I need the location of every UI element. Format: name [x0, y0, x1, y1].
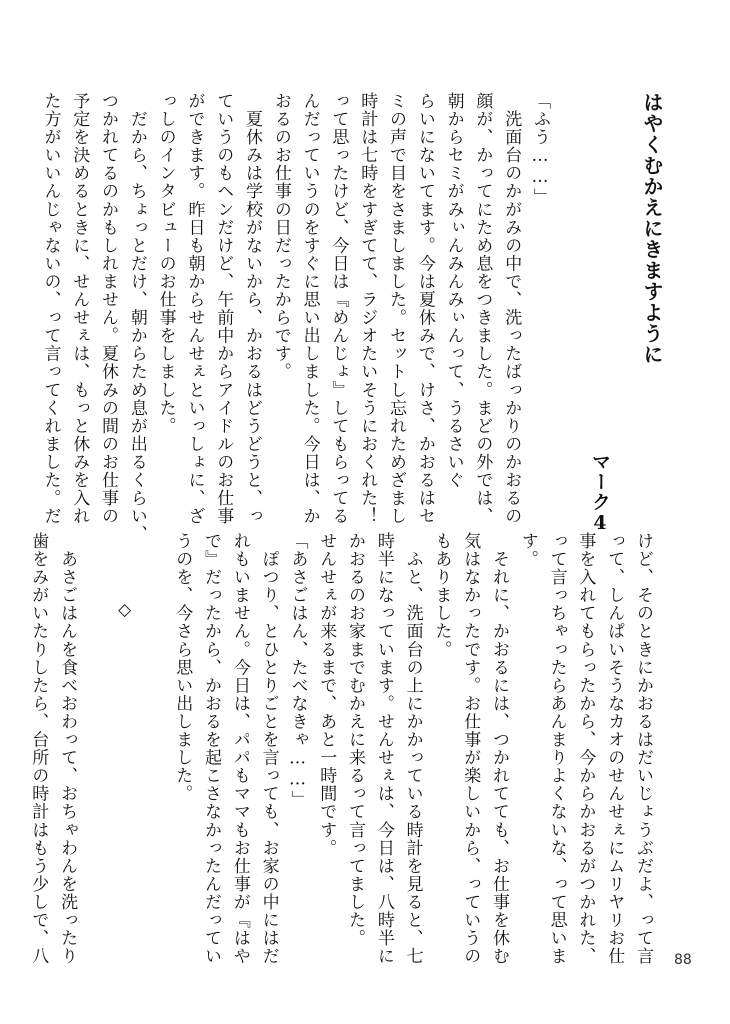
text-line: って言っちゃったらあんまりよくないな、って思いま: [546, 532, 567, 966]
text-line: で』だったから、かおるを起こさなかったんだってい: [201, 532, 222, 966]
text-line: うのを、今さら思い出しました。: [172, 532, 193, 803]
text-line: 「あさごはん、たべなきゃ……」: [287, 532, 308, 809]
text-line: ていうのもヘンだけど、午前中からアイドルのお仕事: [213, 92, 234, 526]
text-line: あさごはんを食べおわって、おちゃわんを洗ったり: [57, 532, 78, 966]
text-line: けど、そのときにかおるはだいじょうぶだよ、って言: [633, 532, 653, 966]
lower-text-block: [28, 532, 657, 966]
text-line: ミの声で目をさましました。セットし忘れためざまし: [386, 92, 407, 526]
upper-text-block: [40, 92, 554, 544]
text-line: た方がいいんじゃないの、って言ってくれました。だ: [40, 92, 61, 526]
text-line: って、しんぱいそうなカオのせんせぇにムリヤリお仕: [604, 532, 625, 966]
text-line: 「ふう……」: [530, 92, 550, 207]
text-line: ぽつり、とひとりごとを言っても、お家の中にはだ: [258, 532, 279, 966]
text-line: らいにないてます。今は夏休みで、けさ、かおるはセ: [414, 92, 435, 526]
text-line: 予定を決めるときに、せんせぇは、もっと休みを入れ: [69, 92, 90, 526]
text-line: 時半になっています。せんせぇは、今日は、八時半に: [373, 532, 394, 966]
scene-break-diamond: ◇: [114, 600, 135, 622]
text-line: ができます。昨日も朝からせんせぇといっしょに、ざ: [184, 92, 205, 526]
chapter-title: はやくむかえにきますように: [640, 92, 664, 365]
blank-line: [139, 532, 168, 952]
text-line: 顔が、かってにため息をつきました。まどの外では、: [472, 92, 493, 526]
text-line: つかれてるのかもしれません。夏休みの間のお仕事の: [98, 92, 119, 526]
text-line: す。: [517, 532, 538, 569]
text-line: っしのインタビューのお仕事をしました。: [155, 92, 176, 435]
page-number: 88: [674, 952, 692, 968]
text-line: だから、ちょっとだけ、朝からため息が出るくらい、: [126, 92, 147, 544]
text-line: 事を入れてもらったから、今からかおるがつかれた、: [575, 532, 596, 966]
text-line: 朝からセミがみぃんみんみぃんって、うるさいぐ: [443, 92, 464, 490]
text-line: かおるのお家までむかえに来るって言ってました。: [345, 532, 366, 948]
text-line: せんせぇが来るまで、あと一時間です。: [316, 532, 337, 857]
text-line: 時計は七時をすぎてて、ラジオたいそうにおくれた！: [357, 92, 378, 526]
text-line: って思ったけど、今日は『めんじょ』してもらってる: [328, 92, 349, 526]
chapter-subtitle: マーク4: [589, 452, 611, 535]
text-line: れもいません。今日は、パパもママもお仕事が『はや: [229, 532, 250, 966]
text-line: ふと、洗面台の上にかかっている時計を見ると、七: [402, 532, 423, 966]
text-line: 歯をみがいたりしたら、台所の時計はもう少しで、八: [28, 532, 49, 966]
text-line: んだっていうのをすぐに思い出しました。今日は、か: [299, 92, 320, 526]
text-line: もありました。: [431, 532, 452, 659]
text-line: 夏休みは学校がないから、かおるはどうどうと、っ: [242, 92, 263, 526]
blank-line: [81, 532, 110, 952]
text-line: おるのお仕事の日だったからです。: [270, 92, 291, 381]
text-line: それに、かおるには、つかれてても、お仕事を休む: [489, 532, 510, 966]
text-line: 洗面台のかがみの中で、洗ったばっかりのかおるの: [501, 92, 522, 526]
text-line: 気はなかったです。お仕事が楽しいから、っていうの: [460, 532, 481, 966]
